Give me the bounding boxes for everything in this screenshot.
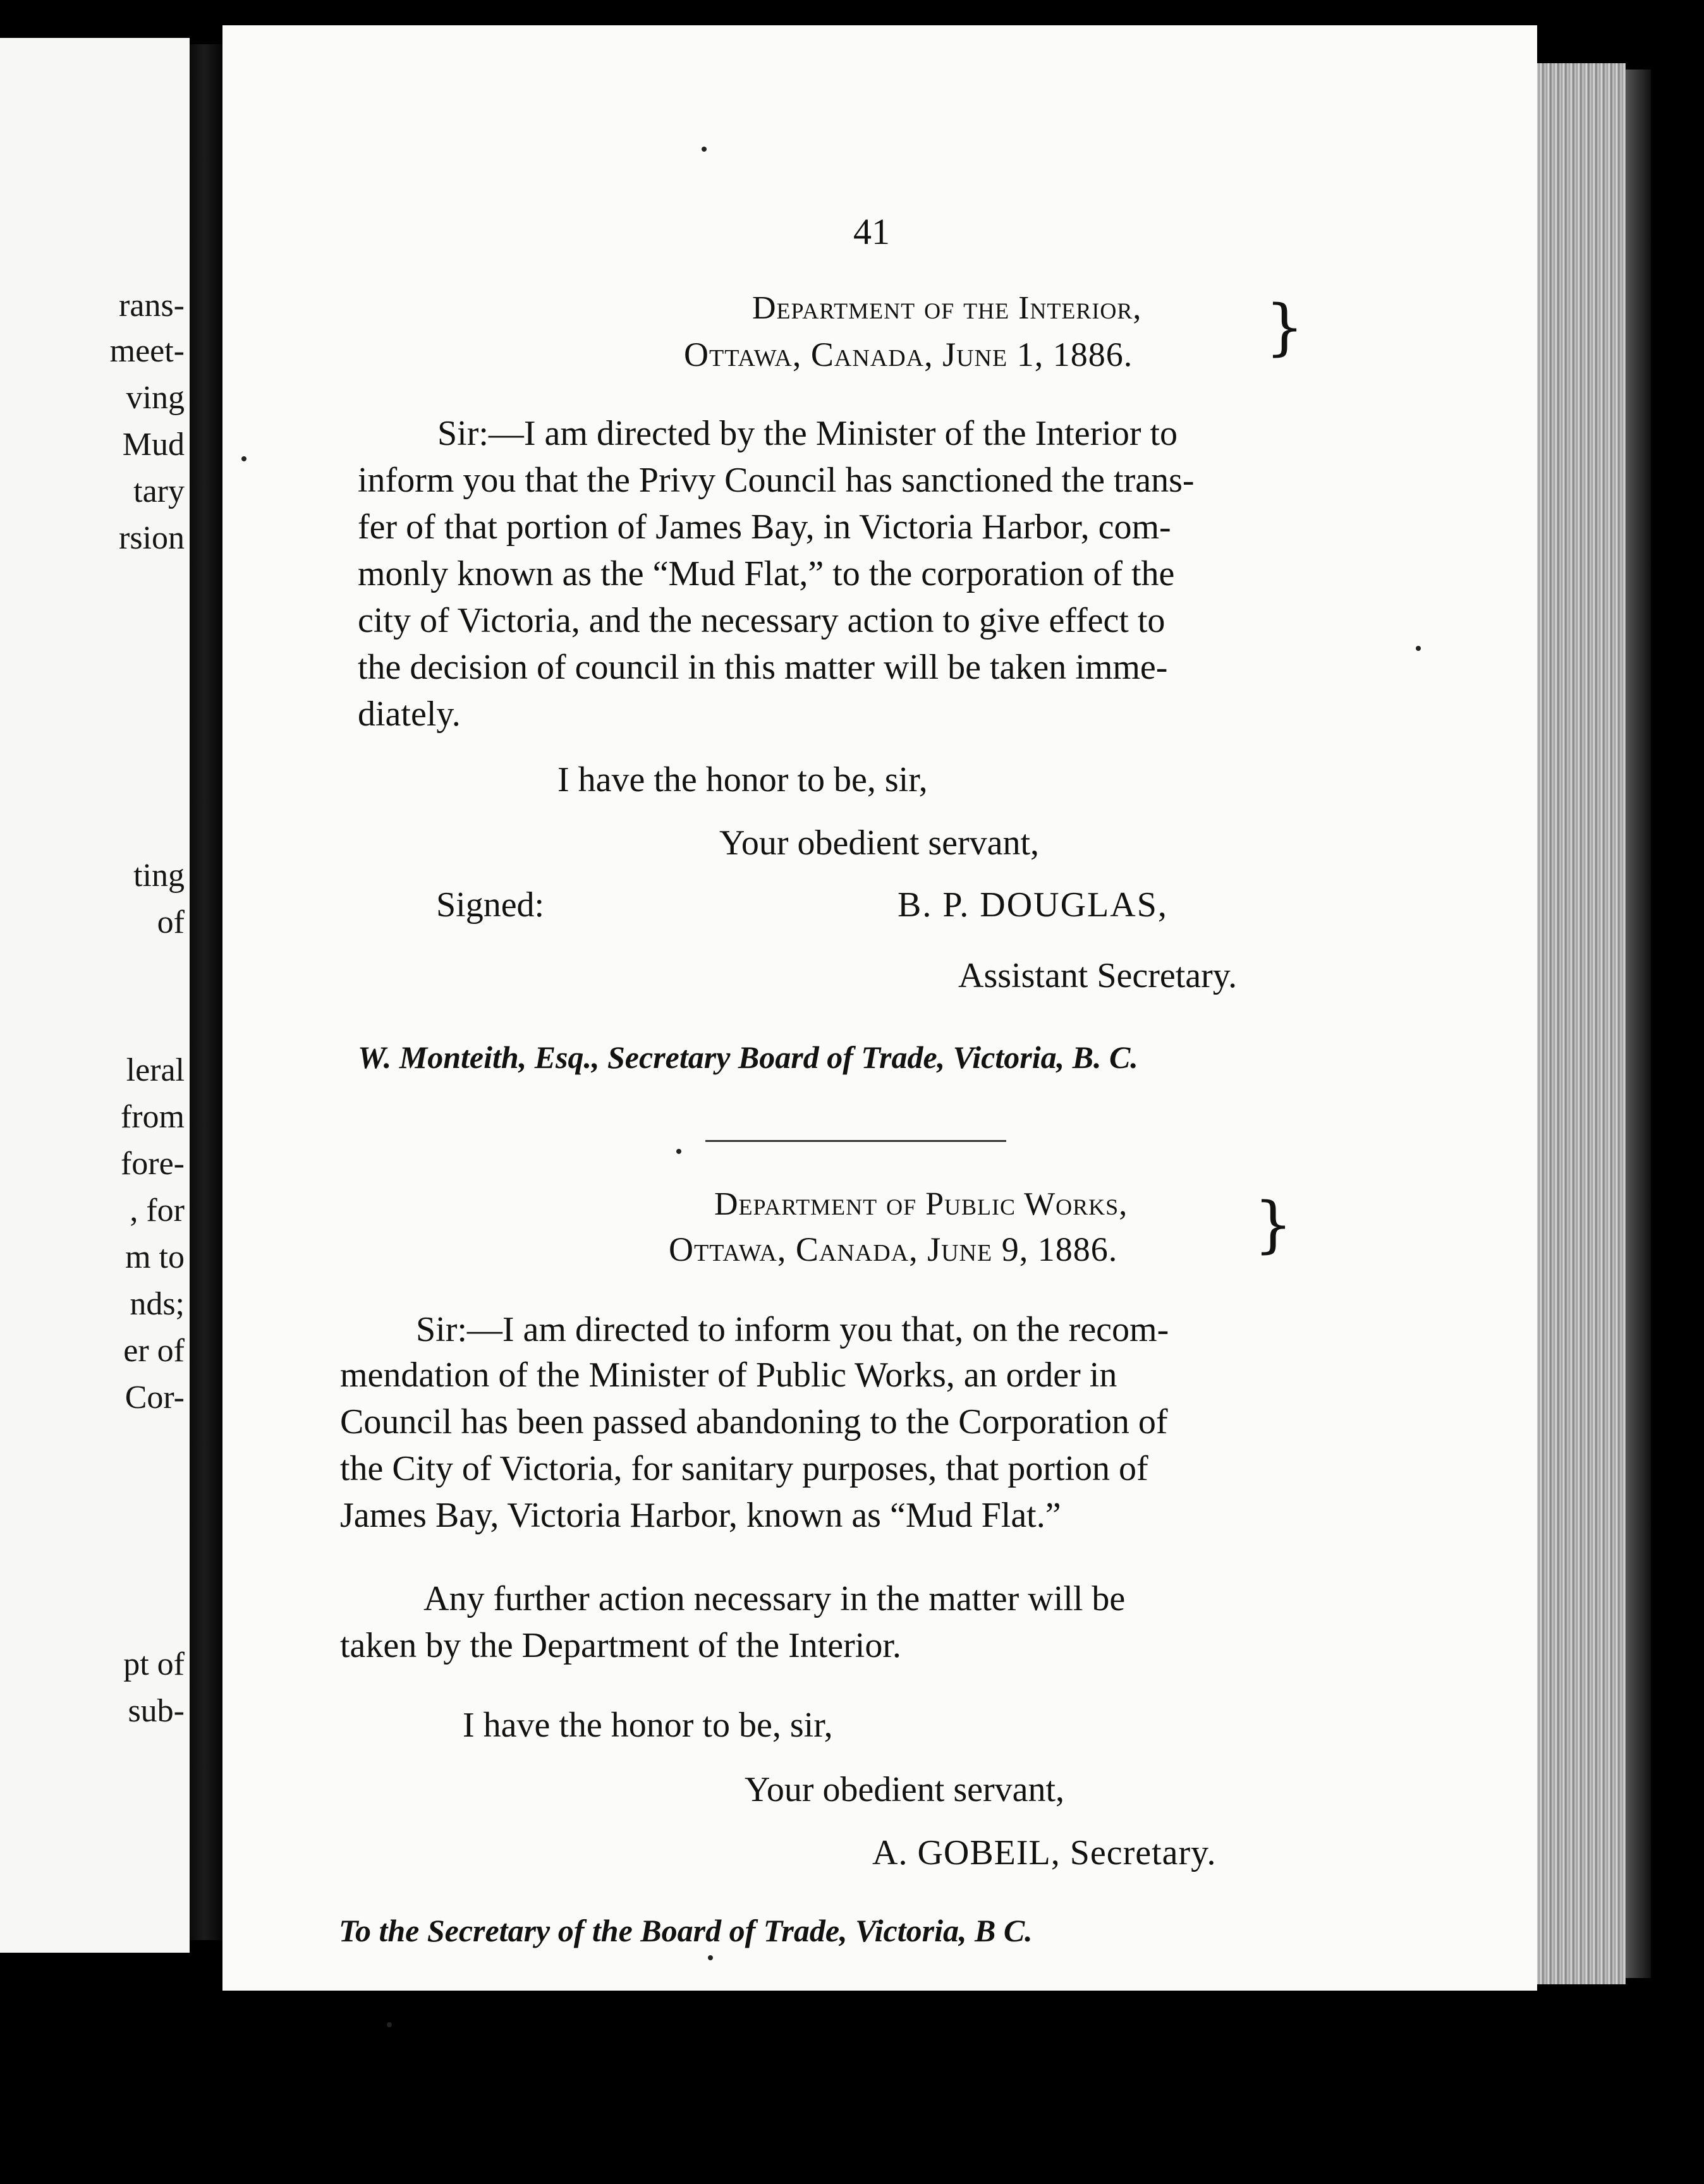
left-page-line: meet- [109, 333, 185, 369]
left-page-line: , for [130, 1192, 185, 1228]
page-edges-shadow [1626, 70, 1651, 1978]
letter2-para2-line: Any further action necessary in the matter will be [423, 1579, 1126, 1618]
letter1-signatory-title: Assistant Secretary. [958, 956, 1238, 995]
left-page-line: from [120, 1099, 185, 1135]
speck [676, 1149, 681, 1154]
speck [241, 456, 246, 461]
left-page-line: m to [125, 1239, 185, 1275]
letter2-body-line: James Bay, Victoria Harbor, known as “Mud Flat.” [340, 1496, 1061, 1535]
letter1-signed-label: Signed: [436, 885, 545, 925]
left-page-line: nds; [130, 1286, 185, 1322]
letter2-para2-line: taken by the Department of the Interior. [340, 1626, 901, 1665]
letter2-body-line: Council has been passed abandoning to the Corporation of [340, 1402, 1168, 1441]
left-page-line: sub- [128, 1693, 185, 1729]
letter1-body-line: Sir:—I am directed by the Minister of the Interior to [437, 414, 1178, 453]
letter2-closing: I have the honor to be, sir, [463, 1706, 833, 1745]
letter2-place-date: Ottawa, Canada, June 9, 1886. [669, 1230, 1118, 1268]
letter1-addressee: W. Monteith, Esq., Secretary Board of Trade, Victoria, B. C. [358, 1040, 1138, 1075]
letter2-department: Department of Public Works, [714, 1186, 1128, 1222]
left-page-line: Cor- [125, 1380, 185, 1416]
left-page-line: of [157, 904, 185, 940]
letter1-body-line: the decision of council in this matter will be taken imme- [358, 648, 1168, 687]
letter1-place-date: Ottawa, Canada, June 1, 1886. [684, 336, 1133, 373]
letter2-servant: Your obedient servant, [745, 1770, 1065, 1809]
letter2-addressee: To the Secretary of the Board of Trade, Victoria, B C. [339, 1913, 1033, 1948]
speck [702, 147, 707, 152]
letter1-body-line: fer of that portion of James Bay, in Victoria Harbor, com- [358, 507, 1171, 547]
letter1-body-line: inform you that the Privy Council has sanctioned the trans- [358, 461, 1195, 500]
left-page-fragment [0, 38, 190, 1953]
header-brace: } [1254, 1189, 1293, 1260]
header-brace: } [1265, 292, 1305, 363]
page-number: 41 [853, 211, 890, 252]
letter1-closing: I have the honor to be, sir, [557, 760, 928, 799]
book-gutter [190, 44, 222, 1940]
left-page-line: tary [133, 473, 185, 509]
speck [1416, 646, 1421, 651]
letter1-signatory: B. P. DOUGLAS, [898, 885, 1168, 925]
letter1-body-line: diately. [358, 695, 461, 734]
speck [387, 2022, 392, 2027]
letter1-servant: Your obedient servant, [719, 823, 1040, 863]
letter1-body-line: monly known as the “Mud Flat,” to the corporation of the [358, 554, 1175, 593]
section-divider [705, 1140, 1006, 1142]
left-page-line: rsion [119, 520, 185, 556]
left-page-line: rans- [119, 288, 185, 324]
letter1-department: Department of the Interior, [752, 290, 1142, 326]
speck [708, 1955, 713, 1960]
left-page-line: ving [126, 380, 185, 416]
letter2-body-line: the City of Victoria, for sanitary purposes, that portion of [340, 1449, 1148, 1488]
left-page-line: Mud [122, 427, 185, 463]
left-page-line: er of [123, 1333, 185, 1369]
letter2-body-line: mendation of the Minister of Public Works, an order in [340, 1356, 1117, 1395]
left-page-line: pt of [123, 1646, 185, 1682]
letter1-body-line: city of Victoria, and the necessary action to give effect to [358, 601, 1165, 640]
page-edges [1537, 63, 1626, 1984]
left-page-line: leral [126, 1052, 185, 1088]
letter2-signatory: A. GOBEIL, Secretary. [872, 1833, 1217, 1872]
left-page-line: fore- [120, 1146, 185, 1182]
letter2-body-line: Sir:—I am directed to inform you that, on the recom- [416, 1310, 1169, 1349]
left-page-line: ting [133, 858, 185, 894]
